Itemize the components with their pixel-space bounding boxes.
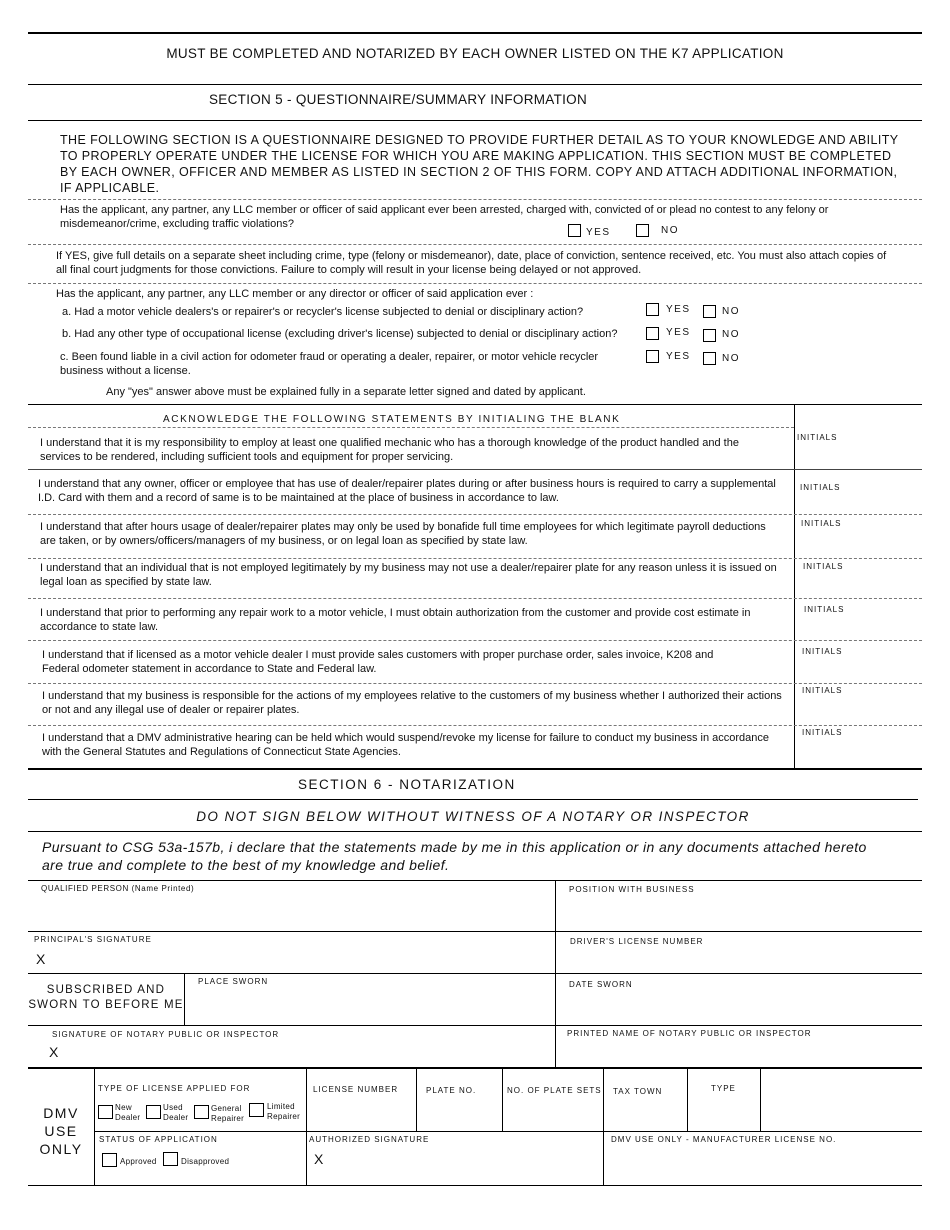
q2a-yes-checkbox[interactable] [646, 303, 659, 316]
statement-1: I understand that it is my responsibility to employ at least one qualified mechanic who has a thorough knowledge of the product handled and the services to be rendered, including sufficient tools and equipment for proper servicing. [40, 437, 739, 463]
section-rule [28, 768, 922, 770]
q2a-no-checkbox[interactable] [703, 305, 716, 318]
top-rule [28, 32, 922, 34]
rule [28, 931, 922, 932]
divider [28, 725, 922, 726]
question-1: Has the applicant, any partner, any LLC member or officer of said applicant ever been arrested, charged with, convicted of or plead no contest to any felony or misdemeanor/crime, excluding traffic violations? [60, 204, 829, 230]
type-of-license-label: TYPE OF LICENSE APPLIED FOR [98, 1084, 251, 1093]
approved-checkbox[interactable] [102, 1153, 117, 1167]
qualified-person-field[interactable] [30, 896, 550, 930]
section5-intro: THE FOLLOWING SECTION IS A QUESTIONNAIRE DESIGNED TO PROVIDE FURTHER DETAIL AS TO YOUR KNOWLEDGE AND ABILITY TO PROPERLY OPERATE UNDER THE LICENSE FOR WHICH YOU ARE MAKING APPLICATION. THIS SECTION MUST BE COMPLETED BY EACH OWNER, OFFICER AND MEMBER AS LISTED IN SECTION 2 OF THIS FORM. COPY AND ATTACH ADDITIONAL INFORMATION, IF APPLICABLE. [60, 133, 899, 195]
q1-details: If YES, give full details on a separate sheet including crime, type (felony or misdemeanor), date, place of conviction, sentence received, etc. You must also attach copies of all final court judgments for those convictions. Failure to comply will result in your license being delayed or not approved. [56, 250, 887, 276]
dmv-label-3: ONLY [39, 1141, 83, 1157]
divider [28, 514, 922, 515]
rule [28, 84, 922, 85]
divider [28, 244, 922, 245]
limited-repairer-checkbox[interactable] [249, 1103, 264, 1117]
principal-signature-x: X [36, 951, 46, 967]
statement-3: I understand that after hours usage of dealer/repairer plates may only be used by bonafide full time employees for which legitimate payroll deductions are taken, or by owners/officers/managers of my business, or on legal loan as specified by state law. [40, 521, 766, 547]
initials-7-label: INITIALS [802, 686, 843, 695]
bottom-rule [28, 1185, 922, 1186]
q2b-yes-label: YES [666, 327, 691, 338]
general-repairer-checkbox[interactable] [194, 1105, 209, 1119]
q2a-no-label: NO [722, 306, 740, 317]
q2c-yes-checkbox[interactable] [646, 350, 659, 363]
acknowledge-heading: ACKNOWLEDGE THE FOLLOWING STATEMENTS BY INITIALING THE BLANK [163, 414, 621, 425]
authorized-signature-field[interactable] [330, 1148, 598, 1180]
divider [28, 558, 922, 559]
divider [28, 640, 922, 641]
initials-6-label: INITIALS [802, 647, 843, 656]
general-repairer-label-1: General [211, 1104, 242, 1113]
question-2-intro: Has the applicant, any partner, any LLC member or any director or officer of said application ever : [56, 288, 534, 300]
column-divider [603, 1067, 604, 1185]
qualified-person-label: QUALIFIED PERSON (Name Printed) [41, 884, 195, 893]
divider [28, 598, 922, 599]
used-dealer-label-1: Used [163, 1103, 183, 1112]
question-2a: a. Had a motor vehicle dealers's or repairer's or recycler's license subjected to denial or disciplinary action? [62, 306, 584, 318]
new-dealer-label-1: New [115, 1103, 132, 1112]
section-rule [28, 1067, 922, 1069]
rule [28, 469, 922, 470]
place-sworn-label: PLACE SWORN [198, 977, 269, 986]
rule [28, 120, 922, 121]
used-dealer-label-2: Dealer [163, 1113, 189, 1122]
rule [28, 880, 922, 881]
divider [28, 199, 922, 200]
initials-8-label: INITIALS [802, 728, 843, 737]
manufacturer-license-field[interactable] [608, 1148, 918, 1180]
q2c-no-checkbox[interactable] [703, 352, 716, 365]
subscribed-line2: SWORN TO BEFORE ME [28, 999, 184, 1011]
question-2b: b. Had any other type of occupational license (excluding driver's license) subjected to denial or disciplinary action? [62, 328, 618, 340]
status-label: STATUS OF APPLICATION [99, 1135, 218, 1144]
position-field[interactable] [560, 897, 918, 930]
declaration: Pursuant to CSG 53a-157b, i declare that the statements made by me in this application or in any documents attached hereto are true and complete to the best of my knowledge and belief. [42, 839, 867, 873]
drivers-license-label: DRIVER'S LICENSE NUMBER [570, 937, 704, 946]
divider [28, 427, 794, 428]
plate-sets-label: NO. OF PLATE SETS [507, 1086, 602, 1095]
dmv-label-1: DMV [43, 1105, 79, 1121]
authorized-signature-label: AUTHORIZED SIGNATURE [309, 1135, 430, 1144]
q2c-no-label: NO [722, 353, 740, 364]
initials-1-label: INITIALS [797, 433, 838, 442]
column-divider [502, 1067, 503, 1131]
top-notice: MUST BE COMPLETED AND NOTARIZED BY EACH OWNER LISTED ON THE K7 APPLICATION [166, 46, 784, 61]
q1-no-checkbox[interactable] [636, 224, 649, 237]
column-divider [184, 973, 185, 1025]
initials-5-label: INITIALS [804, 605, 845, 614]
initials-3-label: INITIALS [801, 519, 842, 528]
authorized-signature-x: X [314, 1151, 324, 1167]
q1-yes-label: YES [586, 227, 611, 238]
place-sworn-field[interactable] [190, 990, 550, 1023]
disapproved-checkbox[interactable] [163, 1152, 178, 1166]
disapproved-label: Disapproved [181, 1157, 230, 1166]
rule [28, 831, 922, 832]
q2b-yes-checkbox[interactable] [646, 327, 659, 340]
limited-repairer-label-1: Limited [267, 1102, 295, 1111]
new-dealer-label-2: Dealer [115, 1113, 141, 1122]
statement-2: I understand that any owner, officer or employee that has use of dealer/repairer plates during or after business hours is required to carry a supplemental I.D. Card with them and a record of same is to be maintained at the place of business in accordance to law. [38, 478, 776, 504]
rule [94, 1131, 922, 1132]
notary-signature-field[interactable] [66, 1042, 548, 1064]
tax-town-label: TAX TOWN [613, 1087, 663, 1096]
divider [28, 283, 922, 284]
drivers-license-field[interactable] [560, 949, 918, 973]
q2a-yes-label: YES [666, 304, 691, 315]
rule [28, 1025, 922, 1026]
statement-6: I understand that if licensed as a motor vehicle dealer I must provide sales customers with proper purchase order, sales invoice, K208 and Federal odometer statement in accordance to State and Federal law. [42, 649, 714, 675]
statement-5: I understand that prior to performing any repair work to a motor vehicle, I must obtain authorization from the customer and provide cost estimate in accordance to state law. [40, 607, 751, 633]
notary-signature-label: SIGNATURE OF NOTARY PUBLIC OR INSPECTOR [52, 1030, 280, 1039]
principal-signature-field[interactable] [52, 946, 548, 972]
column-divider [760, 1067, 761, 1131]
dmv-label-2: USE [44, 1123, 78, 1139]
position-label: POSITION WITH BUSINESS [569, 885, 695, 894]
type-label: TYPE [711, 1084, 736, 1093]
q2b-no-checkbox[interactable] [703, 329, 716, 342]
general-repairer-label-2: Repairer [211, 1114, 245, 1123]
used-dealer-checkbox[interactable] [146, 1105, 161, 1119]
principal-signature-label: PRINCIPAL'S SIGNATURE [34, 935, 152, 944]
rule [28, 799, 918, 800]
column-divider [94, 1067, 95, 1185]
rule [28, 404, 922, 405]
q2c-yes-label: YES [666, 351, 691, 362]
initials-4-label: INITIALS [803, 562, 844, 571]
column-divider [416, 1067, 417, 1131]
date-sworn-label: DATE SWORN [569, 980, 633, 989]
statement-8: I understand that a DMV administrative hearing can be held which would suspend/revoke my license for failure to conduct my business in accordance with the General Statutes and Regulations of Connecticut State Agencies. [42, 732, 769, 758]
plate-no-label: PLATE NO. [426, 1086, 477, 1095]
question-2c: c. Been found liable in a civil action for odometer fraud or operating a dealer, repairer, or motor vehicle recycler business without a license. [60, 351, 599, 377]
date-sworn-field[interactable] [560, 992, 918, 1023]
q1-yes-checkbox[interactable] [568, 224, 581, 237]
limited-repairer-label-2: Repairer [267, 1112, 301, 1121]
license-number-label: LICENSE NUMBER [313, 1085, 399, 1094]
statement-4: I understand that an individual that is not employed legitimately by my business may not use a dealer/repairer plate for any reason unless it is issued on legal loan as specified by state law. [40, 562, 777, 588]
approved-label: Approved [120, 1157, 157, 1166]
manufacturer-license-label: DMV USE ONLY - MANUFACTURER LICENSE NO. [611, 1135, 837, 1144]
column-divider [306, 1067, 307, 1185]
q2b-no-label: NO [722, 329, 740, 340]
divider [28, 683, 922, 684]
section5-title: SECTION 5 - QUESTIONNAIRE/SUMMARY INFORMATION [209, 92, 588, 107]
statement-7: I understand that my business is responsible for the actions of my employees relative to the customers of my business whether I authorized their actions or not and any illegal use of dealer or repairer plates. [42, 690, 782, 716]
column-divider [687, 1067, 688, 1131]
initials-2-label: INITIALS [800, 483, 841, 492]
notary-printed-name-label: PRINTED NAME OF NOTARY PUBLIC OR INSPECTOR [567, 1029, 812, 1038]
notary-printed-name-field[interactable] [560, 1042, 918, 1064]
q2-note: Any "yes" answer above must be explained fully in a separate letter signed and dated by applicant. [106, 386, 586, 398]
new-dealer-checkbox[interactable] [98, 1105, 113, 1119]
initials-column-divider [794, 404, 795, 768]
subscribed-line1: SUBSCRIBED AND [46, 984, 166, 996]
q1-no-label: NO [661, 225, 679, 236]
section6-title: SECTION 6 - NOTARIZATION [298, 777, 516, 792]
notary-warning: DO NOT SIGN BELOW WITHOUT WITNESS OF A NOTARY OR INSPECTOR [196, 809, 750, 824]
rule [28, 973, 922, 974]
notary-signature-x: X [49, 1044, 59, 1060]
